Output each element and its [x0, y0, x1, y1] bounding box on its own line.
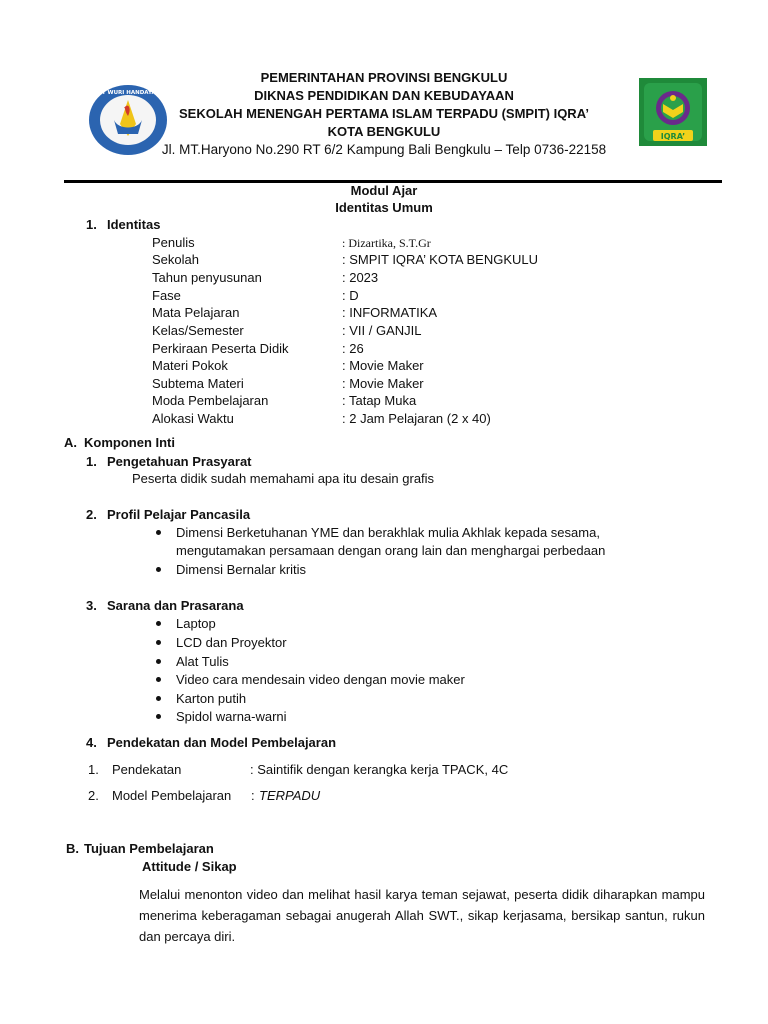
model-label: Model Pembelajaran [112, 788, 232, 803]
bullet-icon [156, 640, 161, 645]
sarana-item: LCD dan Proyektor [176, 635, 287, 650]
profil-item: Dimensi Berketuhanan YME dan berakhlak mulia Akhlak kepada sesama, [176, 525, 600, 540]
section-b-heading: Tujuan Pembelajaran [84, 841, 214, 856]
pendekatan-label: Pendekatan [112, 762, 182, 777]
section-b-letter: B. [66, 841, 79, 856]
identitas-value: : 2023 [342, 270, 379, 285]
subsection-1-number: 1. [86, 454, 97, 469]
sarana-item: Karton putih [176, 691, 247, 706]
sarana-item: Video cara mendesain video dengan movie maker [176, 672, 465, 687]
identitas-label: Alokasi Waktu [152, 411, 234, 426]
bullet-icon [156, 714, 161, 719]
identitas-heading: Identitas [107, 217, 161, 232]
bullet-icon [156, 530, 161, 535]
identitas-label: Materi Pokok [152, 358, 228, 373]
identitas-value: : 26 [342, 341, 364, 356]
svg-text:IQRA’: IQRA’ [660, 132, 686, 141]
subsection-3-number: 3. [86, 598, 97, 613]
identitas-number: 1. [86, 217, 97, 232]
identitas-value: : Tatap Muka [342, 393, 417, 408]
sarana-item: Laptop [176, 616, 216, 631]
identitas-label: Subtema Materi [152, 376, 244, 391]
identitas-value: : INFORMATIKA [342, 305, 438, 320]
profil-item-continuation: mengutamakan persamaan dengan orang lain dan menghargai perbedaan [176, 543, 606, 558]
bullet-icon [156, 567, 161, 572]
identitas-value: : Movie Maker [342, 376, 424, 391]
sarana-item: Spidol warna-warni [176, 709, 287, 724]
model-value: TERPADU [259, 788, 321, 803]
bullet-icon [156, 696, 161, 701]
section-a-heading: Komponen Inti [84, 435, 175, 450]
identitas-value: : 2 Jam Pelajaran (2 x 40) [342, 411, 491, 426]
identitas-value: : SMPIT IQRA’ KOTA BENGKULU [342, 252, 539, 267]
identitas-label: Moda Pembelajaran [152, 393, 269, 408]
header-line-3: SEKOLAH MENENGAH PERTAMA ISLAM TERPADU (SMPIT) IQRA’ [179, 106, 589, 121]
profil-item: Dimensi Bernalar kritis [176, 562, 307, 577]
header-line-4: KOTA BENGKULU [327, 124, 441, 139]
identitas-label: Fase [152, 288, 181, 303]
prasyarat-text: Peserta didik sudah memahami apa itu desain grafis [132, 471, 435, 486]
identitas-label: Mata Pelajaran [152, 305, 240, 320]
attitude-subheading: Attitude / Sikap [142, 859, 237, 874]
title-modul-ajar: Modul Ajar [350, 183, 418, 198]
identitas-value: : Movie Maker [342, 358, 424, 373]
identitas-value: : D [342, 288, 359, 303]
subsection-2-heading: Profil Pelajar Pancasila [107, 507, 251, 522]
identitas-label: Perkiraan Peserta Didik [152, 341, 289, 356]
bullet-icon [156, 677, 161, 682]
sarana-item: Alat Tulis [176, 654, 229, 669]
identitas-label: Sekolah [152, 252, 199, 267]
subsection-2-number: 2. [86, 507, 97, 522]
subsection-1-heading: Pengetahuan Prasyarat [107, 454, 252, 469]
bullet-icon [156, 659, 161, 664]
model-colon: : [251, 788, 255, 803]
section-a-letter: A. [64, 435, 77, 450]
svg-text:TUT WURI HANDAYANI: TUT WURI HANDAYANI [93, 90, 163, 96]
identitas-label: Penulis [152, 235, 195, 250]
model-number: 2. [88, 788, 99, 803]
title-identitas-umum: Identitas Umum [335, 200, 433, 215]
pendekatan-number: 1. [88, 762, 99, 777]
identitas-label: Kelas/Semester [152, 323, 244, 338]
identitas-value: : VII / GANJIL [342, 323, 422, 338]
header-line-1: PEMERINTAHAN PROVINSI BENGKULU [260, 70, 508, 85]
header-address: Jl. MT.Haryono No.290 RT 6/2 Kampung Bali Bengkulu – Telp 0736-22158 [161, 142, 607, 157]
pendekatan-value: : Saintifik dengan kerangka kerja TPACK, 4C [250, 762, 509, 777]
subsection-3-heading: Sarana dan Prasarana [107, 598, 244, 613]
identitas-label: Tahun penyusunan [152, 270, 262, 285]
subsection-4-heading: Pendekatan dan Model Pembelajaran [107, 735, 337, 750]
identitas-value: : Dizartika, S.T.Gr [342, 236, 431, 250]
header-line-2: DIKNAS PENDIDIKAN DAN KEBUDAYAAN [254, 88, 514, 103]
bullet-icon [156, 621, 161, 626]
tujuan-paragraph: Melalui menonton video dan melihat hasil karya teman sejawat, peserta didik diharapkan mampu menerima keberagaman sebagai anugerah Allah SWT., sikap kerjasama, bersikap santun, rukun dan percaya diri. [139, 887, 705, 944]
subsection-4-number: 4. [86, 735, 97, 750]
